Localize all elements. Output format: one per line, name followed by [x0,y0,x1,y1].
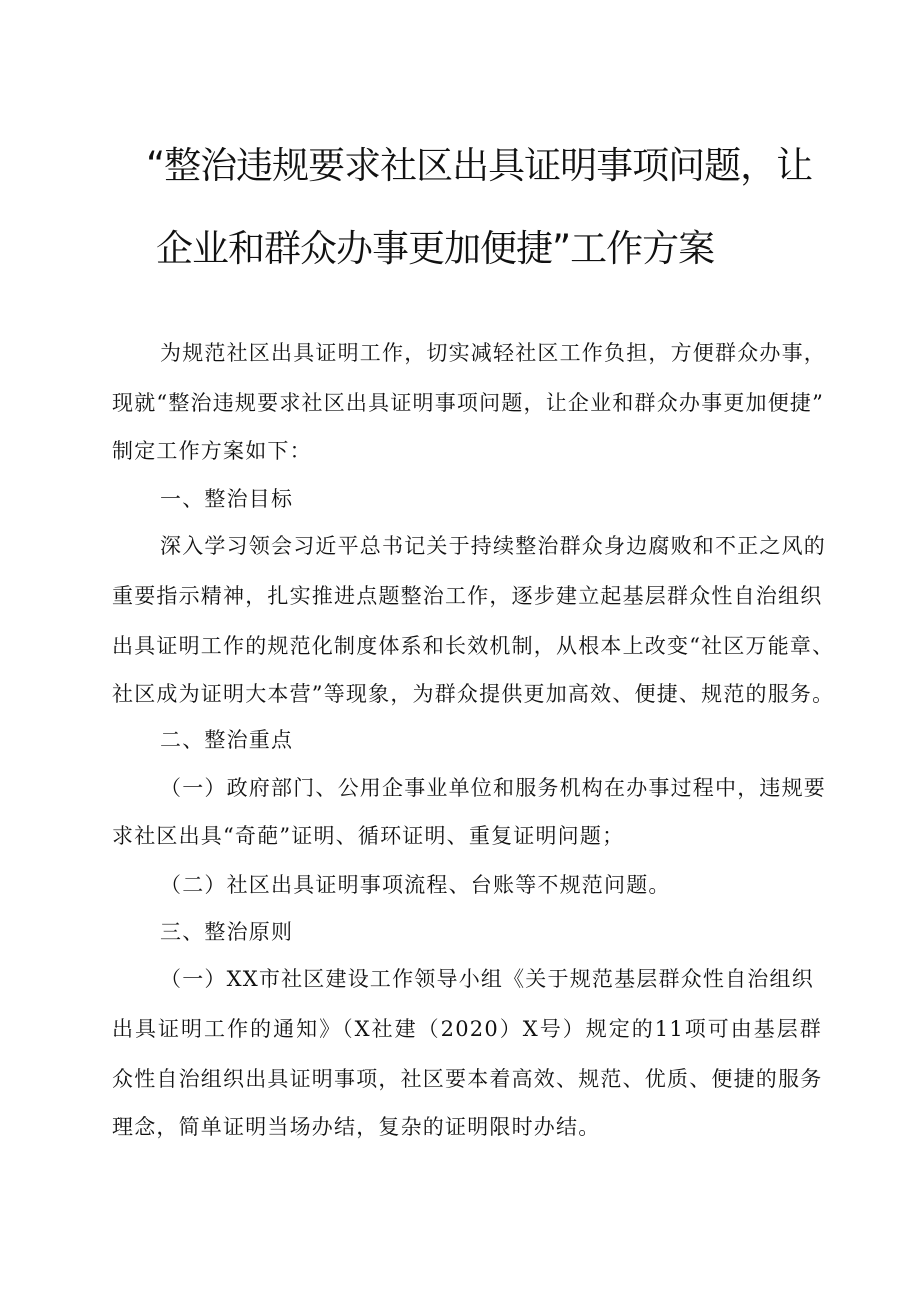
section-heading: 三、整治原则 [160,920,294,944]
paragraph-line: （二）社区出具证明事项流程、台账等不规范问题。 [160,873,671,897]
paragraph-line: 出具证明工作的规范化制度体系和长效机制，从根本上改变“社区万能章、 [112,634,835,658]
document-title-line-2: 企业和群众办事更加便捷”工作方案 [156,227,715,270]
document-title-line-1: “整治违规要求社区出具证明事项问题，让 [146,144,813,187]
paragraph-line: 社区成为证明大本营”等现象，为群众提供更加高效、便捷、规范的服务。 [112,682,835,706]
paragraph-line: （一）政府部门、公用企事业单位和服务机构在办事过程中，违规要 [160,776,826,800]
paragraph-line: 求社区出具“奇葩”证明、循环证明、重复证明问题； [112,824,625,848]
paragraph-line: 制定工作方案如下： [112,439,312,463]
paragraph-line: 重要指示精神，扎实推进点题整治工作，逐步建立起基层群众性自治组织 [112,584,823,608]
paragraph-line: （一）XX市社区建设工作领导小组《关于规范基层群众性自治组织 [160,967,814,991]
paragraph-line: 深入学习领会习近平总书记关于持续整治群众身边腐败和不正之风的 [160,534,826,558]
paragraph-line: 理念，简单证明当场办结，复杂的证明限时办结。 [112,1115,601,1139]
paragraph-line: 现就“整治违规要求社区出具证明事项问题，让企业和群众办事更加便捷” [112,391,825,415]
paragraph-line: 为规范社区出具证明工作，切实减轻社区工作负担，方便群众办事， [160,341,826,365]
paragraph-line: 出具证明工作的通知》（X社建（2020）X号）规定的11项可由基层群 [112,1017,822,1041]
paragraph-line: 众性自治组织出具证明事项，社区要本着高效、规范、优质、便捷的服务 [112,1067,823,1091]
section-heading: 一、整治目标 [160,487,294,511]
section-heading: 二、整治重点 [160,728,294,752]
